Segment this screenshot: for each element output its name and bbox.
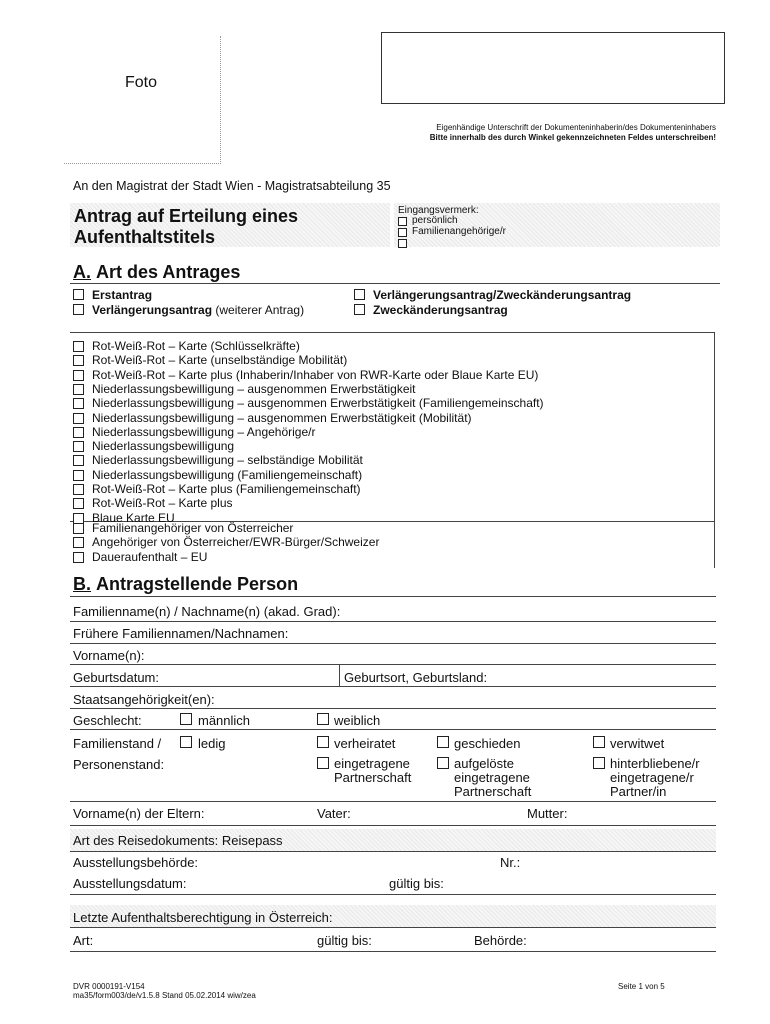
maennlich-label: männlich bbox=[198, 713, 251, 728]
zweck-checkbox[interactable] bbox=[354, 304, 365, 315]
verl-zweck-checkbox[interactable] bbox=[354, 289, 365, 300]
permit-type-checkbox[interactable] bbox=[73, 441, 84, 452]
eingang-persoenlich-label: persönlich bbox=[412, 215, 458, 226]
geschlecht-label: Geschlecht: bbox=[73, 713, 142, 728]
signature-caption: Eigenhändige Unterschrift der Dokumenteninhaberin/des Dokumenteninhabers bbox=[436, 123, 716, 132]
permit-type-checkbox[interactable] bbox=[73, 455, 84, 466]
aufgeloeste-checkbox[interactable] bbox=[437, 757, 449, 769]
verheiratet-label: verheiratet bbox=[334, 736, 396, 751]
staatsangehoerigkeit-line[interactable] bbox=[70, 708, 716, 709]
permit-type-label: Rot-Weiß-Rot – Karte plus bbox=[92, 496, 233, 511]
permit-type-label: Blaue Karte EU bbox=[92, 510, 175, 525]
verwitwet-label: verwitwet bbox=[610, 736, 665, 751]
eingetragene-checkbox[interactable] bbox=[317, 757, 329, 769]
permit-type-checkbox[interactable] bbox=[73, 413, 84, 424]
vorname-label: Vorname(n): bbox=[73, 648, 145, 663]
permit-type-label: Rot-Weiß-Rot – Karte plus (Inhaberin/Inhaber von RWR-Karte oder Blaue Karte EU) bbox=[92, 367, 539, 382]
addressee: An den Magistrat der Stadt Wien - Magistratsabteilung 35 bbox=[73, 179, 391, 193]
hinterbliebene-line-1: hinterbliebene/r bbox=[610, 756, 700, 771]
personenstand-line bbox=[70, 801, 716, 802]
section-b-title: Antragstellende Person bbox=[96, 574, 299, 594]
hinterbliebene-checkbox[interactable] bbox=[593, 757, 605, 769]
types-top-rule bbox=[70, 332, 715, 333]
geburt-divider bbox=[339, 664, 340, 686]
eingang-familie-label: Familienangehörige/r bbox=[412, 226, 506, 237]
behoerde-label: Behörde: bbox=[474, 933, 527, 948]
erstantrag-label: Erstantrag bbox=[92, 288, 153, 302]
art-label: Art: bbox=[73, 933, 94, 948]
permit-type-label: Rot-Weiß-Rot – Karte plus (Familiengemeinschaft) bbox=[92, 482, 361, 496]
vorname-line[interactable] bbox=[70, 664, 716, 665]
hinterbliebene-line-3: Partner/in bbox=[610, 784, 667, 799]
eingang-persoenlich-checkbox[interactable] bbox=[398, 217, 407, 226]
permit-type-label: Niederlassungsbewilligung – selbständige Mobilität bbox=[92, 453, 363, 468]
photo-label: Foto bbox=[125, 74, 158, 91]
gueltig-bis-2-label: gültig bis: bbox=[317, 933, 372, 948]
verl-zweck-label: Verlängerungsantrag/Zweckänderungsantrag bbox=[373, 288, 632, 302]
erstantrag-checkbox[interactable] bbox=[73, 289, 84, 300]
aufgeloeste-line-2: eingetragene bbox=[454, 770, 530, 785]
maennlich-checkbox[interactable] bbox=[180, 713, 192, 725]
permit-type-label: Angehöriger von Österreicher/EWR-Bürger/Schweizer bbox=[92, 535, 380, 550]
permit-type-checkbox[interactable] bbox=[73, 552, 84, 563]
permit-type-checkbox[interactable] bbox=[73, 537, 84, 548]
permit-type-label: Niederlassungsbewilligung (Familiengemeinschaft) bbox=[92, 467, 363, 482]
permit-type-checkbox[interactable] bbox=[73, 523, 84, 534]
verlaengerung-rest: (weiterer Antrag) bbox=[212, 303, 305, 317]
section-a-letter: A. bbox=[73, 262, 91, 282]
permit-type-label: Niederlassungsbewilligung – ausgenommen Erwerbstätigkeit (Mobilität) bbox=[92, 410, 472, 425]
permit-type-checkbox[interactable] bbox=[73, 498, 84, 509]
eingang-label: Eingangsvermerk: bbox=[398, 205, 479, 216]
photo-box bbox=[64, 36, 221, 164]
footer-page: Seite 1 von 5 bbox=[618, 982, 665, 991]
familienstand-label: Familienstand / bbox=[73, 736, 162, 751]
ledig-checkbox[interactable] bbox=[180, 736, 192, 748]
section-b-rule bbox=[70, 596, 716, 597]
section-b-letter: B. bbox=[73, 574, 91, 594]
verlaengerung-checkbox[interactable] bbox=[73, 304, 84, 315]
permit-type-checkbox[interactable] bbox=[73, 370, 84, 381]
letzte-line bbox=[70, 927, 716, 928]
section-a-heading bbox=[73, 262, 240, 283]
weiblich-label: weiblich bbox=[334, 713, 381, 728]
eingang-blank-checkbox[interactable] bbox=[398, 239, 407, 248]
aufgeloeste-line-3: Partnerschaft bbox=[454, 784, 532, 799]
signature-box[interactable] bbox=[381, 32, 725, 104]
footer-form: ma35/form003/de/v1.5.8 Stand 05.02.2014 wiw/zea bbox=[73, 991, 256, 1000]
geburtsdatum-label: Geburtsdatum: bbox=[73, 670, 159, 685]
permit-type-label: Daueraufenthalt – EU bbox=[92, 549, 208, 564]
signature-instruction: Bitte innerhalb des durch Winkel gekennzeichneten Feldes unterschreiben! bbox=[429, 133, 716, 142]
eltern-line[interactable] bbox=[70, 825, 716, 826]
zweck-label: Zweckänderungsantrag bbox=[373, 303, 508, 317]
permit-type-checkbox[interactable] bbox=[73, 484, 84, 495]
verlaengerung-bold: Verlängerungsantrag bbox=[92, 303, 213, 317]
title-line-1: Antrag auf Erteilung eines bbox=[74, 206, 299, 226]
personenstand-label: Personenstand: bbox=[73, 757, 165, 772]
permit-type-label: Niederlassungsbewilligung bbox=[92, 439, 235, 454]
permit-type-label: Niederlassungsbewilligung – Angehörige/r bbox=[92, 424, 316, 439]
section-a-rule bbox=[70, 283, 720, 284]
art-line[interactable] bbox=[70, 951, 716, 952]
eingetragene-line-1: eingetragene bbox=[334, 756, 410, 771]
geschlecht-line bbox=[70, 729, 716, 730]
permit-type-label: Niederlassungsbewilligung – ausgenommen Erwerbstätigkeit bbox=[92, 381, 416, 396]
weiblich-checkbox[interactable] bbox=[317, 713, 329, 725]
verheiratet-checkbox[interactable] bbox=[317, 736, 329, 748]
ausstellungsdatum-label: Ausstellungsdatum: bbox=[73, 876, 187, 891]
title-line-2: Aufenthaltstitels bbox=[74, 227, 216, 247]
permit-type-label: Familienangehöriger von Österreicher bbox=[92, 521, 294, 535]
ausstellung-line[interactable] bbox=[70, 894, 716, 895]
permit-type-checkbox[interactable] bbox=[73, 341, 84, 352]
eingetragene-line-2: Partnerschaft bbox=[334, 770, 412, 785]
geburt-line[interactable] bbox=[70, 686, 716, 687]
nr-label: Nr.: bbox=[500, 855, 521, 870]
footer-dvr: DVR 0000191-V154 bbox=[73, 982, 145, 991]
geburtsort-label: Geburtsort, Geburtsland: bbox=[344, 670, 488, 685]
verlaengerung-label bbox=[92, 303, 304, 317]
fruehere-label: Frühere Familiennamen/Nachnamen: bbox=[73, 626, 289, 641]
geschieden-checkbox[interactable] bbox=[437, 736, 449, 748]
fruehere-line[interactable] bbox=[70, 643, 716, 644]
reisedokument-line bbox=[70, 851, 716, 852]
letzte-label: Letzte Aufenthaltsberechtigung in Österreich: bbox=[73, 910, 333, 925]
familienname-label: Familienname(n) / Nachname(n) (akad. Grad): bbox=[73, 604, 341, 619]
ausstellungsbehoerde-label: Ausstellungsbehörde: bbox=[73, 855, 199, 870]
staatsangehoerigkeit-label: Staatsangehörigkeit(en): bbox=[73, 692, 215, 707]
permit-type-checkbox[interactable] bbox=[73, 427, 84, 438]
aufgeloeste-line-1: aufgelöste bbox=[454, 756, 514, 771]
vater-label: Vater: bbox=[317, 806, 351, 821]
reisedokument-label: Art des Reisedokuments: Reisepass bbox=[73, 833, 283, 848]
permit-type-checkbox[interactable] bbox=[73, 398, 84, 409]
hinterbliebene-line-2: eingetragene/r bbox=[610, 770, 694, 785]
eltern-label: Vorname(n) der Eltern: bbox=[73, 806, 205, 821]
gueltig-bis-label: gültig bis: bbox=[389, 876, 444, 891]
verwitwet-checkbox[interactable] bbox=[593, 736, 605, 748]
permit-type-checkbox[interactable] bbox=[73, 384, 84, 395]
mutter-label: Mutter: bbox=[527, 806, 568, 821]
section-a-title: Art des Antrages bbox=[96, 262, 241, 282]
geschieden-label: geschieden bbox=[454, 736, 521, 751]
familienname-line[interactable] bbox=[70, 621, 716, 622]
permit-type-checkbox[interactable] bbox=[73, 355, 84, 366]
permit-type-label: Rot-Weiß-Rot – Karte (Schlüsselkräfte) bbox=[92, 339, 300, 353]
eingang-familie-checkbox[interactable] bbox=[398, 228, 407, 237]
permit-type-checkbox[interactable] bbox=[73, 470, 84, 481]
section-b-heading bbox=[73, 574, 298, 595]
permit-type-label: Niederlassungsbewilligung – ausgenommen Erwerbstätigkeit (Familiengemeinschaft) bbox=[92, 396, 544, 411]
permit-type-checkbox[interactable] bbox=[73, 513, 84, 524]
permit-type-label: Rot-Weiß-Rot – Karte (unselbständige Mobilität) bbox=[92, 353, 348, 368]
types-right-rule bbox=[714, 332, 715, 568]
ledig-label: ledig bbox=[198, 736, 226, 751]
